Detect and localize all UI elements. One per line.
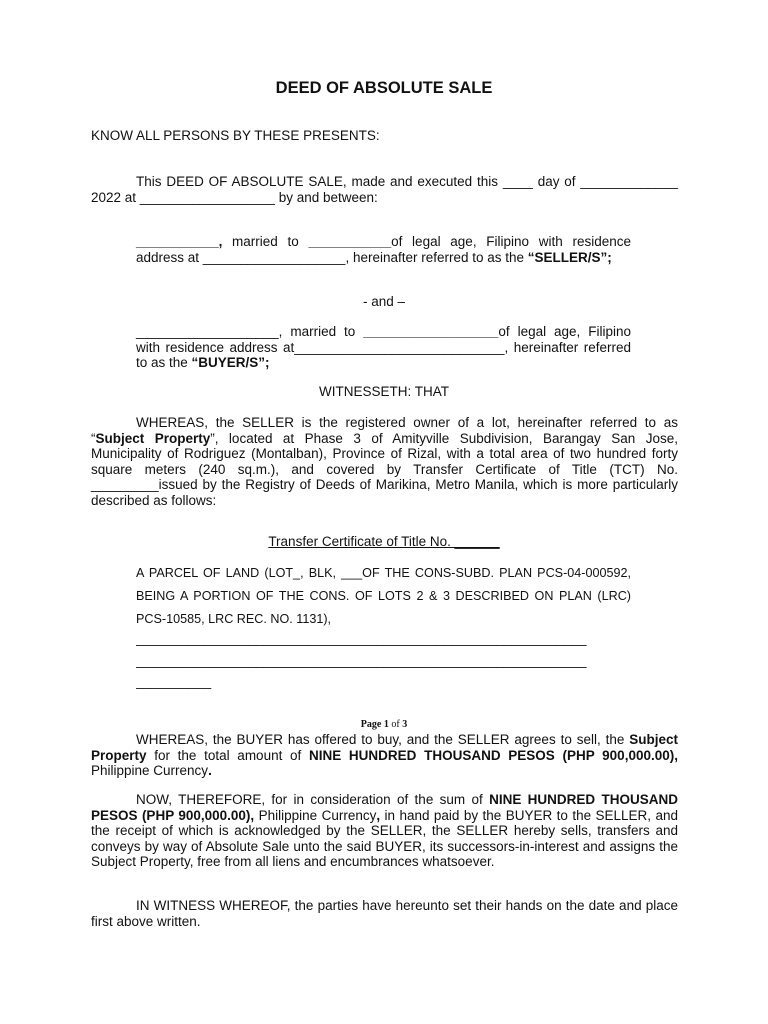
- buyer-text-1: ___________________, married to: [136, 324, 364, 339]
- seller-spouse-blank: ___________: [308, 234, 392, 249]
- seller-text-1: married to: [222, 234, 309, 249]
- and-separator: - and –: [362, 294, 406, 309]
- subject-property-term: Subject Property: [91, 732, 678, 763]
- seller-text-2: of legal age, Filipino with residence address at ___________________, hereinafter referred to as the: [136, 234, 631, 265]
- buyer-party-paragraph: [136, 324, 631, 371]
- page-of: of: [388, 719, 403, 730]
- price-amount: NINE HUNDRED THOUSAND PESOS (PHP 900,000.00),: [308, 747, 678, 763]
- price-amount: NINE HUNDRED THOUSAND PESOS (PHP 900,000.00),: [91, 792, 678, 823]
- page-total: 3: [402, 719, 408, 730]
- whereas2-text-1: WHEREAS, the BUYER has offered to buy, and the SELLER agrees to sell, the: [136, 732, 630, 747]
- seller-name-blank: ___________,: [136, 234, 223, 249]
- seller-party-paragraph: [136, 234, 631, 265]
- page-footer: [0, 719, 768, 731]
- blank-line: ____________________________________________________________: [136, 631, 587, 646]
- buyer-spouse-blank: __________________: [363, 324, 499, 339]
- whereas1-text-1: WHEREAS, the SELLER is the registered owner of a lot, hereinafter referred to as “: [91, 415, 678, 446]
- page-prefix: Page: [360, 719, 384, 730]
- whereas1-text-2: ”, located at Phase 3 of Amityville Subdivision, Barangay San Jose, Municipality of Rodriguez (Montalban), Province of Rizal, with a total area of two hundred forty square meters (240 sq.m.), and covered by Transfer Certificate of Title (TCT) No. _________issued by the Registry of Deeds of Marikina, Metro Manila, which is more particularly described as follows:: [91, 430, 678, 508]
- witnesseth-heading: WITNESSETH: THAT: [318, 384, 449, 399]
- tct-description: A PARCEL OF LAND (LOT_, BLK, ___OF THE CONS-SUBD. PLAN PCS-04-000592, BEING A PORTION OF THE CONS. OF LOTS 2 & 3 DESCRIBED ON PLAN (LRC) PCS-10585, LRC REC. NO. 1131),: [136, 566, 631, 626]
- now-therefore-paragraph: [91, 792, 678, 870]
- whereas2-text-3: Philippine Currency: [91, 763, 209, 778]
- now-therefore-text-3: in hand paid by the BUYER to the SELLER, and the receipt of which is acknowledged by the SELLER, the SELLER hereby sells, transfers and conveys by way of Absolute Sale unto the said BUYER, its successors-in-interest and assigns the Subject Property, free from all liens and encumbrances whatsoever.: [91, 807, 679, 869]
- page-current: 1: [383, 719, 389, 730]
- now-therefore-text-1: NOW, THEREFORE, for in consideration of the sum of: [136, 792, 490, 807]
- blank-line: __________: [136, 674, 212, 689]
- whereas-buyer-paragraph: [91, 732, 678, 779]
- now-therefore-text-2: Philippine Currency: [254, 807, 377, 823]
- intro-paragraph: This DEED OF ABSOLUTE SALE, made and executed this ____ day of _____________ 2022 at __________________ by and between:: [91, 174, 678, 205]
- buyer-label: “BUYER/S”;: [191, 355, 270, 370]
- whereas-owner-paragraph: [91, 415, 678, 508]
- tct-heading: Transfer Certificate of Title No. ______: [268, 534, 500, 549]
- seller-label: “SELLER/S”;: [527, 249, 612, 265]
- whereas2-text-2: for the total amount of: [146, 747, 309, 763]
- salutation: KNOW ALL PERSONS BY THESE PRESENTS:: [91, 128, 380, 143]
- document-title: DEED OF ABSOLUTE SALE: [275, 79, 493, 97]
- now-therefore-comma: ,: [376, 807, 381, 823]
- whereas2-period: .: [208, 763, 212, 778]
- buyer-text-2: of legal age, Filipino with residence address at____________________________, hereinafter referred to as the: [136, 324, 631, 370]
- blank-line: ____________________________________________________________: [136, 653, 587, 668]
- in-witness-paragraph: IN WITNESS WHEREOF, the parties have hereunto set their hands on the date and place first above written.: [91, 898, 678, 929]
- subject-property-term: Subject Property: [95, 430, 211, 446]
